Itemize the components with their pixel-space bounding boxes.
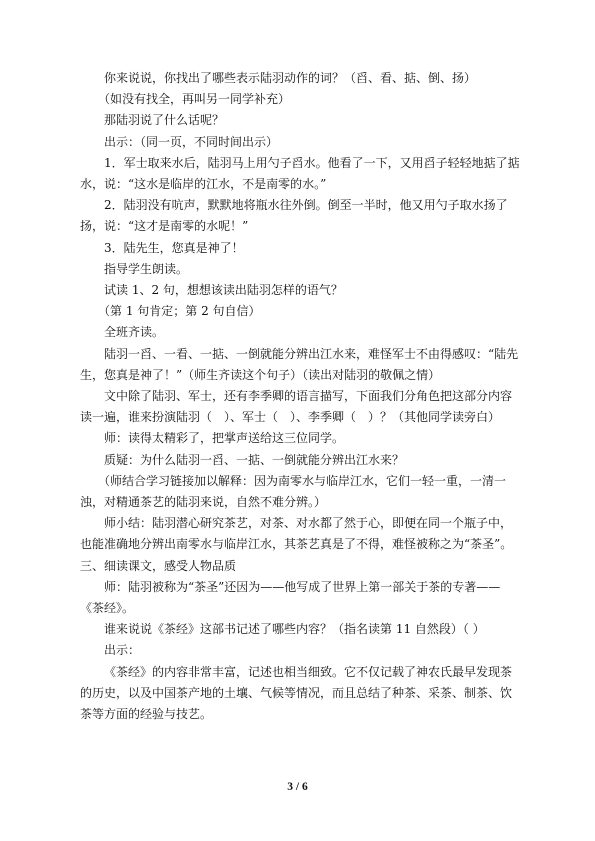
paragraph: 师小结：陆羽潜心研究茶艺，对茶、对水都了然于心，即便在同一个瓶子中，也能准确地分辨出南零水与临岸江水，其茶艺真是了不得，难怪被称之为“茶圣”。 (80, 516, 513, 552)
paragraph: 2．陆羽没有吭声，默默地将瓶水往外倒。倒至一半时，他又用勺子取水扬了扬，说：“这才是南零的水呢！” (80, 198, 508, 234)
paragraph: 质疑：为什么陆羽一舀、一掂、一倒就能分辨出江水来？ (104, 452, 405, 467)
paragraph: 你来说说，你找出了哪些表示陆羽动作的词？（舀、看、掂、倒、扬） (104, 71, 477, 85)
paragraph: 3．陆先生，您真是神了！ (104, 240, 244, 255)
paragraph: （第 1 句肯定；第 2 句自信） (98, 304, 261, 319)
document-body (80, 68, 520, 725)
paragraph: 文中除了陆羽、军士，还有李季卿的语言描写，下面我们分角色把这部分内容读一遍，谁来扮演陆羽（ ）、军士（ ）、李季卿（ ）？（其他同学读旁白） (80, 389, 513, 425)
paragraph: 试读 1、2 句，想想该读出陆羽怎样的语气？ (104, 283, 343, 298)
paragraph: 师：读得太精彩了，把掌声送给这三位同学。 (104, 431, 345, 446)
paragraph: 1．军士取来水后，陆羽马上用勺子舀水。他看了一下，又用舀子轻轻地掂了掂水，说：“这水是临岸的江水，不是南零的水。” (80, 155, 520, 192)
paragraph: 出示：（同一页，不同时间出示） (104, 134, 279, 149)
paragraph: 指导学生朗读。 (104, 261, 189, 276)
paragraph: （如没有找全，再叫另一同学补充） (98, 92, 291, 107)
paragraph: 出示： (104, 643, 141, 658)
paragraph: 《茶经》的内容非常丰富，记述也相当细致。它不仅记载了神农氏最早发现茶的历史，以及中国茶产地的土壤、气候等情况，而且总结了种茶、采茶、制茶、饮茶等方面的经验与技艺。 (80, 664, 513, 722)
paragraph: 师：陆羽被称为“茶圣”还因为——他写成了世界上第一部关于茶的专著——《茶经》。 (80, 579, 501, 616)
paragraph: 谁来说说《茶经》这部书记述了哪些内容？（指名读第 11 自然段）（ ） (104, 622, 485, 637)
page-number: 3 / 6 (287, 781, 308, 793)
paragraph: 陆羽一舀、一看、一掂、一倒就能分辨出江水来，难怪军士不由得感叹：“陆先生，您真是神了！”（师生齐读这个句子）（读出对陆羽的敬佩之情） (80, 346, 519, 382)
paragraph: （师结合学习链接加以解释：因为南零水与临岸江水，它们一轻一重，一清一浊，对精通茶艺的陆羽来说，自然不难分辨。） (80, 473, 507, 510)
paragraph: 那陆羽说了什么话呢？ (104, 113, 225, 128)
paragraph: 三、细读课文，感受人物品质 (80, 558, 237, 573)
paragraph: 全班齐读。 (104, 325, 165, 340)
